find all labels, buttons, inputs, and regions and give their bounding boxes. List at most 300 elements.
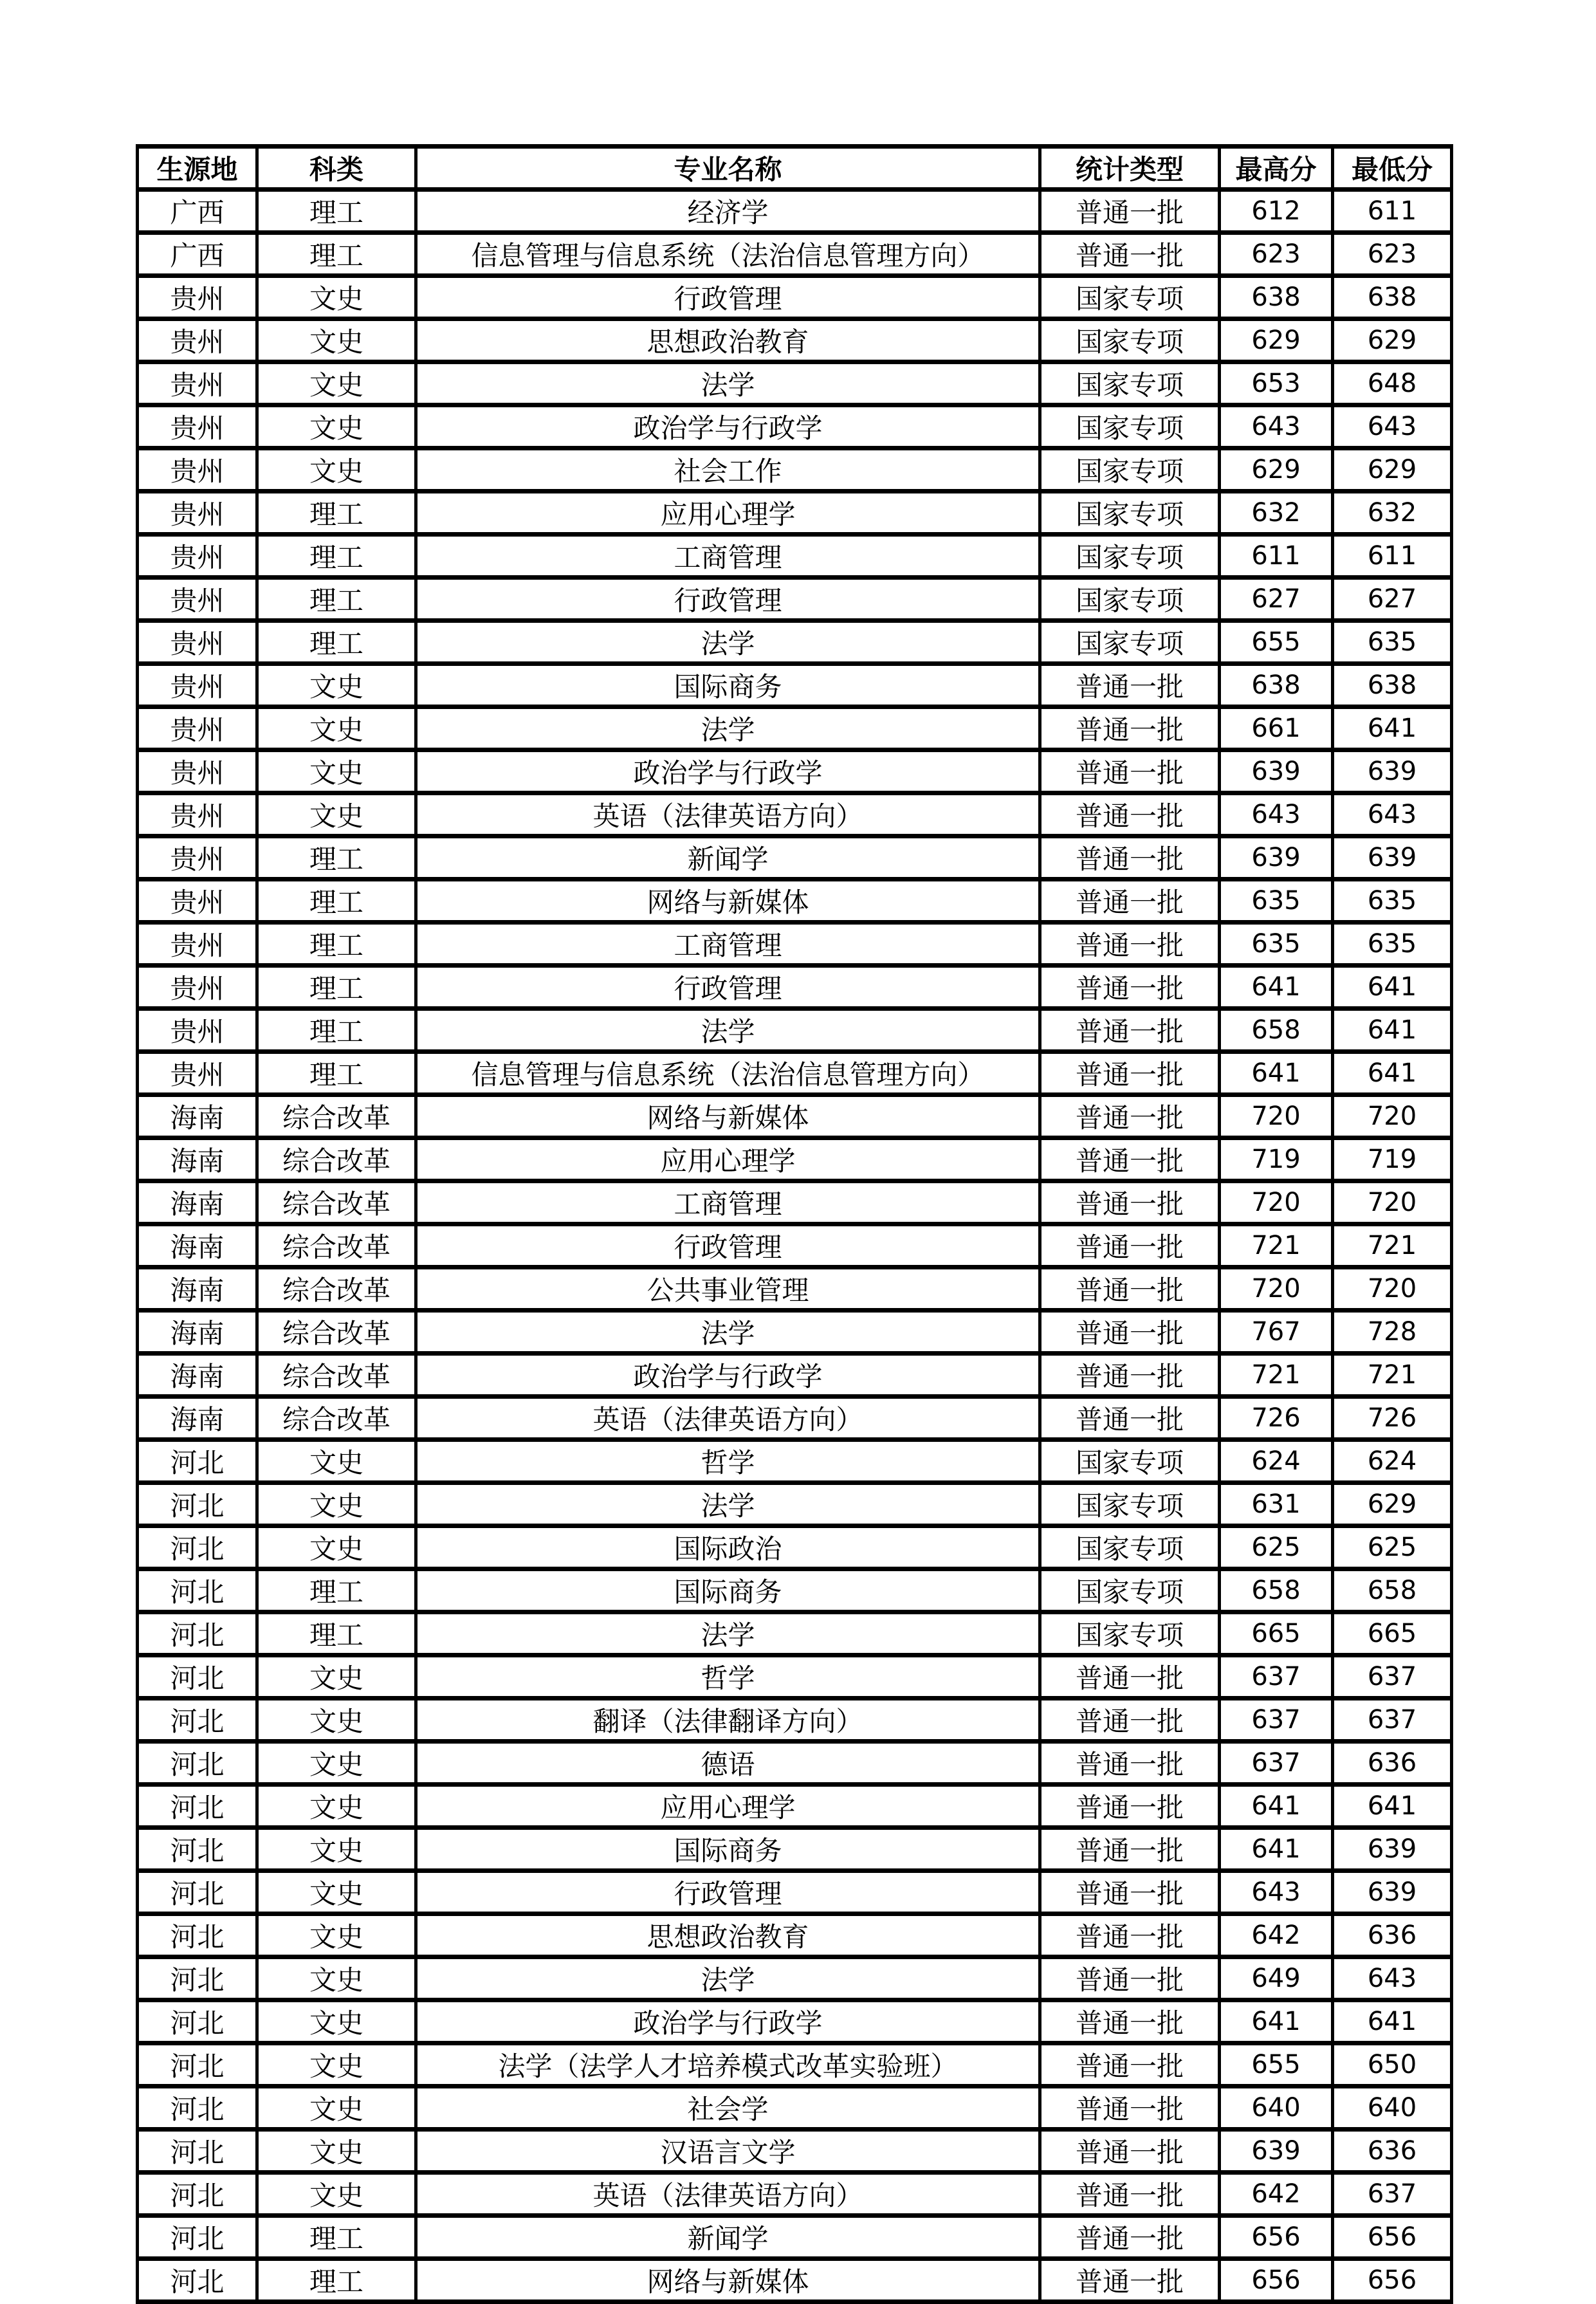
table-row [138,966,1452,1009]
cell-min-score: 728 [1333,1311,1452,1354]
cell-major: 汉语言文学 [416,2130,1040,2173]
cell-major: 法学 [416,1483,1040,1526]
cell-stat-type: 普通一批 [1040,1009,1220,1052]
cell-category: 理工 [257,923,416,966]
cell-stat-type: 普通一批 [1040,2043,1220,2087]
cell-origin: 河北 [138,1742,257,1785]
cell-category: 文史 [257,707,416,750]
cell-max-score: 632 [1220,492,1333,535]
cell-stat-type: 普通一批 [1040,707,1220,750]
cell-major: 工商管理 [416,923,1040,966]
cell-category: 文史 [257,1483,416,1526]
table-row [138,664,1452,707]
cell-stat-type: 普通一批 [1040,1742,1220,1785]
cell-min-score: 656 [1333,2259,1452,2302]
cell-max-score: 643 [1220,793,1333,836]
cell-min-score: 648 [1333,362,1452,405]
cell-category: 理工 [257,190,416,233]
cell-stat-type: 普通一批 [1040,1655,1220,1699]
table-row [138,880,1452,923]
cell-max-score: 655 [1220,2043,1333,2087]
cell-major: 法学 [416,1612,1040,1655]
header-cell-stat-type: 统计类型 [1040,147,1220,190]
cell-stat-type: 普通一批 [1040,1311,1220,1354]
cell-min-score: 636 [1333,1914,1452,1957]
cell-stat-type: 普通一批 [1040,233,1220,276]
table-row [138,2259,1452,2302]
cell-min-score: 639 [1333,836,1452,880]
table-row [138,1009,1452,1052]
cell-stat-type: 普通一批 [1040,750,1220,793]
cell-category: 理工 [257,578,416,621]
cell-major: 哲学 [416,1440,1040,1483]
cell-stat-type: 普通一批 [1040,1914,1220,1957]
cell-category: 文史 [257,1957,416,2000]
cell-max-score: 653 [1220,362,1333,405]
table-row [138,2043,1452,2087]
cell-stat-type: 国家专项 [1040,405,1220,448]
table-row [138,492,1452,535]
cell-origin: 贵州 [138,405,257,448]
cell-category: 文史 [257,2130,416,2173]
cell-origin: 贵州 [138,966,257,1009]
cell-major: 英语（法律英语方向） [416,793,1040,836]
cell-max-score: 656 [1220,2216,1333,2259]
table-row [138,1612,1452,1655]
cell-min-score: 720 [1333,1095,1452,1138]
cell-stat-type: 普通一批 [1040,1095,1220,1138]
cell-min-score: 627 [1333,578,1452,621]
cell-max-score: 641 [1220,2000,1333,2043]
cell-min-score: 641 [1333,1785,1452,1828]
cell-category: 文史 [257,1526,416,1569]
cell-category: 理工 [257,492,416,535]
cell-major: 应用心理学 [416,1138,1040,1181]
cell-min-score: 637 [1333,1655,1452,1699]
cell-stat-type: 国家专项 [1040,276,1220,319]
cell-category: 文史 [257,1440,416,1483]
cell-category: 理工 [257,966,416,1009]
header-cell-origin: 生源地 [138,147,257,190]
cell-min-score: 665 [1333,1612,1452,1655]
cell-stat-type: 普通一批 [1040,2173,1220,2216]
cell-origin: 海南 [138,1397,257,1440]
cell-min-score: 639 [1333,1828,1452,1871]
cell-min-score: 632 [1333,492,1452,535]
cell-origin: 广西 [138,233,257,276]
cell-category: 文史 [257,2087,416,2130]
cell-stat-type: 普通一批 [1040,1224,1220,1267]
cell-major: 法学 [416,1311,1040,1354]
cell-origin: 海南 [138,1311,257,1354]
cell-origin: 河北 [138,2087,257,2130]
cell-stat-type: 普通一批 [1040,836,1220,880]
cell-category: 综合改革 [257,1354,416,1397]
cell-major: 英语（法律英语方向） [416,2173,1040,2216]
table-row [138,1871,1452,1914]
cell-max-score: 726 [1220,1397,1333,1440]
cell-stat-type: 普通一批 [1040,2000,1220,2043]
cell-category: 文史 [257,1699,416,1742]
cell-stat-type: 国家专项 [1040,578,1220,621]
cell-major: 公共事业管理 [416,1267,1040,1311]
cell-min-score: 721 [1333,1224,1452,1267]
cell-origin: 河北 [138,1957,257,2000]
cell-stat-type: 普通一批 [1040,966,1220,1009]
cell-max-score: 637 [1220,1742,1333,1785]
cell-category: 文史 [257,1914,416,1957]
cell-max-score: 720 [1220,1267,1333,1311]
cell-origin: 贵州 [138,276,257,319]
cell-origin: 贵州 [138,362,257,405]
cell-min-score: 643 [1333,793,1452,836]
cell-major: 法学 [416,1009,1040,1052]
cell-max-score: 629 [1220,319,1333,362]
table-row [138,1526,1452,1569]
cell-max-score: 719 [1220,1138,1333,1181]
header-cell-category: 科类 [257,147,416,190]
cell-max-score: 629 [1220,448,1333,492]
table-row [138,405,1452,448]
cell-stat-type: 普通一批 [1040,1267,1220,1311]
cell-origin: 贵州 [138,448,257,492]
cell-min-score: 637 [1333,2173,1452,2216]
cell-origin: 河北 [138,1828,257,1871]
table-row [138,793,1452,836]
cell-max-score: 721 [1220,1224,1333,1267]
cell-origin: 河北 [138,2000,257,2043]
cell-origin: 海南 [138,1354,257,1397]
cell-stat-type: 普通一批 [1040,1354,1220,1397]
cell-stat-type: 普通一批 [1040,1052,1220,1095]
table-row [138,2087,1452,2130]
cell-min-score: 624 [1333,1440,1452,1483]
cell-max-score: 637 [1220,1655,1333,1699]
table-row [138,923,1452,966]
cell-max-score: 642 [1220,1914,1333,1957]
cell-max-score: 612 [1220,190,1333,233]
cell-origin: 广西 [138,190,257,233]
cell-major: 翻译（法律翻译方向） [416,1699,1040,1742]
cell-category: 理工 [257,1009,416,1052]
cell-category: 文史 [257,448,416,492]
cell-max-score: 635 [1220,880,1333,923]
cell-min-score: 658 [1333,1569,1452,1612]
cell-max-score: 661 [1220,707,1333,750]
table-row [138,1267,1452,1311]
admission-scores-table [136,144,1453,2304]
cell-origin: 贵州 [138,793,257,836]
cell-category: 文史 [257,276,416,319]
cell-min-score: 726 [1333,1397,1452,1440]
cell-min-score: 643 [1333,405,1452,448]
cell-min-score: 635 [1333,923,1452,966]
cell-origin: 贵州 [138,1009,257,1052]
cell-category: 理工 [257,1612,416,1655]
cell-min-score: 629 [1333,448,1452,492]
cell-stat-type: 国家专项 [1040,1569,1220,1612]
cell-category: 综合改革 [257,1311,416,1354]
cell-min-score: 721 [1333,1354,1452,1397]
cell-major: 新闻学 [416,2216,1040,2259]
cell-min-score: 639 [1333,1871,1452,1914]
cell-major: 政治学与行政学 [416,750,1040,793]
cell-major: 思想政治教育 [416,319,1040,362]
cell-origin: 贵州 [138,750,257,793]
cell-max-score: 720 [1220,1181,1333,1224]
cell-stat-type: 普通一批 [1040,2259,1220,2302]
cell-major: 行政管理 [416,1224,1040,1267]
cell-category: 综合改革 [257,1267,416,1311]
cell-min-score: 650 [1333,2043,1452,2087]
cell-major: 法学（法学人才培养模式改革实验班） [416,2043,1040,2087]
cell-stat-type: 普通一批 [1040,793,1220,836]
cell-major: 信息管理与信息系统（法治信息管理方向） [416,233,1040,276]
table-row [138,1224,1452,1267]
header-row [138,147,1452,190]
table-row [138,1655,1452,1699]
cell-min-score: 638 [1333,664,1452,707]
cell-major: 经济学 [416,190,1040,233]
table-row [138,2130,1452,2173]
table-row [138,1052,1452,1095]
cell-stat-type: 国家专项 [1040,1526,1220,1569]
cell-origin: 河北 [138,1699,257,1742]
table-row [138,233,1452,276]
cell-min-score: 720 [1333,1181,1452,1224]
cell-max-score: 642 [1220,2173,1333,2216]
cell-stat-type: 普通一批 [1040,1397,1220,1440]
cell-origin: 河北 [138,1526,257,1569]
cell-category: 理工 [257,535,416,578]
cell-origin: 海南 [138,1224,257,1267]
cell-major: 政治学与行政学 [416,1354,1040,1397]
cell-min-score: 636 [1333,2130,1452,2173]
cell-stat-type: 国家专项 [1040,448,1220,492]
table-row [138,2000,1452,2043]
cell-max-score: 641 [1220,966,1333,1009]
cell-origin: 河北 [138,1655,257,1699]
cell-stat-type: 普通一批 [1040,1138,1220,1181]
cell-major: 网络与新媒体 [416,880,1040,923]
cell-stat-type: 国家专项 [1040,1612,1220,1655]
cell-origin: 河北 [138,1914,257,1957]
cell-major: 法学 [416,362,1040,405]
cell-major: 信息管理与信息系统（法治信息管理方向） [416,1052,1040,1095]
cell-min-score: 611 [1333,535,1452,578]
cell-max-score: 721 [1220,1354,1333,1397]
cell-category: 理工 [257,233,416,276]
cell-min-score: 623 [1333,233,1452,276]
table-row [138,1397,1452,1440]
cell-major: 国际商务 [416,664,1040,707]
cell-stat-type: 国家专项 [1040,492,1220,535]
cell-major: 社会工作 [416,448,1040,492]
cell-category: 文史 [257,1785,416,1828]
cell-origin: 海南 [138,1267,257,1311]
cell-major: 行政管理 [416,578,1040,621]
table-row [138,1785,1452,1828]
cell-max-score: 641 [1220,1828,1333,1871]
cell-origin: 贵州 [138,707,257,750]
cell-major: 政治学与行政学 [416,2000,1040,2043]
cell-major: 国际商务 [416,1828,1040,1871]
cell-stat-type: 普通一批 [1040,1785,1220,1828]
table-row [138,1828,1452,1871]
cell-origin: 贵州 [138,664,257,707]
cell-min-score: 641 [1333,1009,1452,1052]
cell-stat-type: 普通一批 [1040,664,1220,707]
cell-major: 新闻学 [416,836,1040,880]
cell-stat-type: 普通一批 [1040,1699,1220,1742]
cell-major: 行政管理 [416,276,1040,319]
cell-min-score: 637 [1333,1699,1452,1742]
cell-major: 工商管理 [416,535,1040,578]
table-row [138,1095,1452,1138]
cell-min-score: 638 [1333,276,1452,319]
cell-stat-type: 普通一批 [1040,190,1220,233]
cell-origin: 海南 [138,1095,257,1138]
table-row [138,362,1452,405]
cell-major: 英语（法律英语方向） [416,1397,1040,1440]
cell-category: 文史 [257,1828,416,1871]
cell-category: 理工 [257,880,416,923]
cell-min-score: 625 [1333,1526,1452,1569]
cell-stat-type: 国家专项 [1040,1440,1220,1483]
cell-min-score: 635 [1333,880,1452,923]
cell-origin: 贵州 [138,880,257,923]
table-row [138,707,1452,750]
header-cell-major: 专业名称 [416,147,1040,190]
cell-category: 文史 [257,1655,416,1699]
table-row [138,1914,1452,1957]
cell-origin: 贵州 [138,492,257,535]
cell-max-score: 638 [1220,276,1333,319]
cell-major: 哲学 [416,1655,1040,1699]
cell-major: 法学 [416,707,1040,750]
table-row [138,750,1452,793]
cell-stat-type: 普通一批 [1040,1828,1220,1871]
cell-category: 文史 [257,405,416,448]
cell-max-score: 623 [1220,233,1333,276]
cell-origin: 贵州 [138,923,257,966]
cell-min-score: 629 [1333,1483,1452,1526]
cell-max-score: 658 [1220,1009,1333,1052]
cell-max-score: 637 [1220,1699,1333,1742]
cell-stat-type: 国家专项 [1040,1483,1220,1526]
cell-category: 综合改革 [257,1138,416,1181]
cell-category: 理工 [257,1569,416,1612]
table-row [138,190,1452,233]
cell-min-score: 641 [1333,2000,1452,2043]
cell-stat-type: 普通一批 [1040,1181,1220,1224]
cell-max-score: 720 [1220,1095,1333,1138]
cell-min-score: 640 [1333,2087,1452,2130]
table-row [138,836,1452,880]
document-sheet [136,144,1453,2304]
table-row [138,1483,1452,1526]
cell-min-score: 611 [1333,190,1452,233]
cell-origin: 贵州 [138,578,257,621]
cell-category: 理工 [257,2259,416,2302]
table-row [138,276,1452,319]
cell-max-score: 625 [1220,1526,1333,1569]
table-row [138,448,1452,492]
cell-category: 理工 [257,2216,416,2259]
cell-min-score: 641 [1333,707,1452,750]
cell-origin: 河北 [138,2130,257,2173]
table-row [138,1742,1452,1785]
cell-max-score: 639 [1220,750,1333,793]
cell-category: 文史 [257,362,416,405]
cell-category: 综合改革 [257,1181,416,1224]
table-row [138,621,1452,664]
cell-max-score: 649 [1220,1957,1333,2000]
cell-origin: 河北 [138,2259,257,2302]
cell-max-score: 641 [1220,1785,1333,1828]
cell-stat-type: 普通一批 [1040,2130,1220,2173]
table-row [138,1181,1452,1224]
table-row [138,319,1452,362]
cell-category: 文史 [257,750,416,793]
cell-stat-type: 普通一批 [1040,2087,1220,2130]
cell-stat-type: 普通一批 [1040,880,1220,923]
cell-category: 文史 [257,2000,416,2043]
cell-min-score: 635 [1333,621,1452,664]
cell-category: 文史 [257,319,416,362]
cell-min-score: 720 [1333,1267,1452,1311]
cell-category: 文史 [257,1742,416,1785]
cell-min-score: 643 [1333,1957,1452,2000]
cell-major: 工商管理 [416,1181,1040,1224]
cell-origin: 河北 [138,1440,257,1483]
table-row [138,1569,1452,1612]
cell-major: 德语 [416,1742,1040,1785]
cell-stat-type: 国家专项 [1040,319,1220,362]
cell-category: 文史 [257,664,416,707]
cell-min-score: 636 [1333,1742,1452,1785]
cell-major: 行政管理 [416,966,1040,1009]
cell-min-score: 656 [1333,2216,1452,2259]
cell-min-score: 629 [1333,319,1452,362]
cell-origin: 贵州 [138,319,257,362]
cell-max-score: 658 [1220,1569,1333,1612]
cell-origin: 贵州 [138,1052,257,1095]
cell-max-score: 656 [1220,2259,1333,2302]
table-row [138,2173,1452,2216]
cell-origin: 贵州 [138,621,257,664]
cell-major: 网络与新媒体 [416,1095,1040,1138]
cell-max-score: 665 [1220,1612,1333,1655]
cell-stat-type: 普通一批 [1040,1957,1220,2000]
cell-category: 理工 [257,836,416,880]
cell-category: 理工 [257,1052,416,1095]
cell-max-score: 639 [1220,2130,1333,2173]
cell-min-score: 719 [1333,1138,1452,1181]
cell-stat-type: 普通一批 [1040,2216,1220,2259]
cell-max-score: 640 [1220,2087,1333,2130]
cell-category: 文史 [257,1871,416,1914]
cell-origin: 海南 [138,1181,257,1224]
cell-max-score: 631 [1220,1483,1333,1526]
cell-max-score: 635 [1220,923,1333,966]
cell-max-score: 643 [1220,1871,1333,1914]
cell-category: 综合改革 [257,1224,416,1267]
cell-max-score: 641 [1220,1052,1333,1095]
cell-major: 法学 [416,621,1040,664]
cell-origin: 河北 [138,2173,257,2216]
cell-major: 行政管理 [416,1871,1040,1914]
